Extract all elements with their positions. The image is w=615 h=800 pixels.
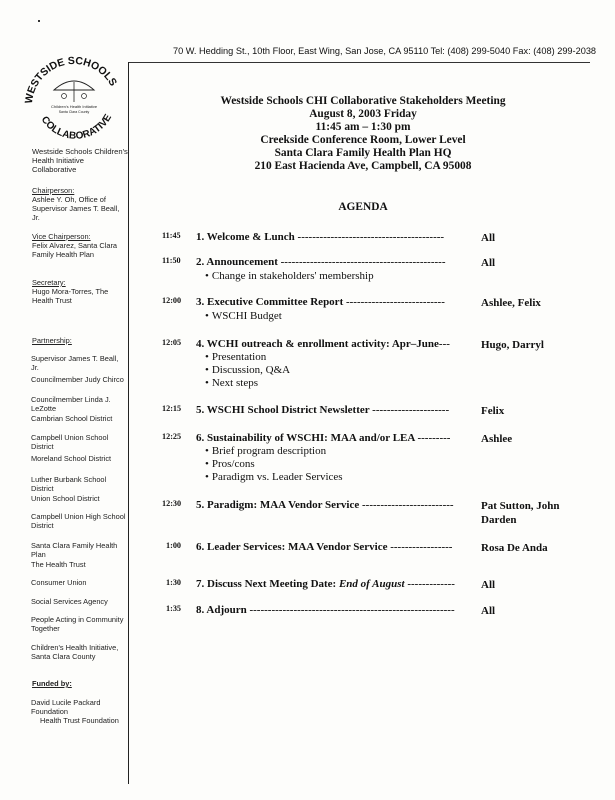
partner-item: Councilmember Judy Chirco (31, 375, 124, 384)
partner-item: Cambrian School District (31, 414, 113, 423)
agenda-time: 1:00 (166, 541, 182, 550)
agenda-item: 7. Discuss Next Meeting Date: End of August ------------- (196, 578, 455, 590)
meeting-address: 210 East Hacienda Ave, Campbell, CA 95008 (254, 160, 472, 172)
agenda-presenter: Ashlee, Felix (481, 297, 541, 309)
secretary-label: Secretary: (32, 278, 66, 287)
agenda-subitem: • Next steps (205, 377, 258, 389)
agenda-time: 12:15 (162, 404, 182, 413)
secretary-name: Hugo Mora-Torres, The Health Trust (32, 287, 109, 305)
chairperson-block (32, 186, 128, 222)
bullet-icon: • (205, 377, 209, 389)
meeting-header (135, 95, 591, 173)
partner-item: Social Services Agency (31, 597, 108, 606)
partner-item: Supervisor James T. Beall, Jr. (31, 354, 119, 372)
agenda-presenter: Felix (481, 405, 505, 417)
letterhead-address: 70 W. Hedding St., 10th Floor, East Wing, San Jose, CA 95110 Tel: (408) 299-5040 Fax: (408) 299-2038 (173, 46, 597, 56)
bullet-icon: • (205, 310, 209, 322)
agenda-subitem: • Discussion, Q&A (205, 364, 291, 376)
agenda-item: 1. Welcome & Lunch ---------------------------------------- (196, 231, 445, 243)
collaborative-logo (18, 44, 130, 156)
agenda-presenter: All (481, 232, 496, 244)
partner-item: The Health Trust (31, 560, 86, 569)
logo-inner-sub: Santa Clara County (58, 110, 90, 114)
partner-item: Campbell Union High School District (31, 512, 126, 530)
bullet-icon: • (205, 364, 209, 376)
agenda-presenter: All (481, 605, 496, 617)
agenda-time: 1:35 (166, 604, 182, 613)
agenda-time: 11:50 (162, 256, 181, 265)
partner-item: Santa Clara Family Health Plan (31, 541, 118, 559)
chairperson-name: Ashlee Y. Oh, Office of Supervisor James T. Beall, Jr. (32, 195, 120, 222)
partner-item: Children's Health Initiative, Santa Clara County (31, 643, 119, 661)
agenda-title: AGENDA (338, 201, 388, 213)
agenda-item: 4. WCHI outreach & enrollment activity: Apr–June--- (196, 338, 450, 350)
bullet-icon: • (205, 351, 209, 363)
agenda-item: 5. WSCHI School District Newsletter --------------------- (196, 404, 450, 416)
vice-chair-block (32, 232, 128, 259)
agenda-subitem: • Pros/cons (205, 458, 255, 470)
svg-text:WESTSIDE SCHOOLS (23, 55, 119, 105)
agenda-item: 5. Paradigm: MAA Vendor Service ------------------------- (196, 499, 454, 511)
agenda-time: 12:30 (162, 499, 182, 508)
page-speck (38, 20, 40, 22)
agenda-time: 12:05 (162, 338, 182, 347)
meeting-venue: Santa Clara Family Health Plan HQ (274, 147, 452, 159)
partnership-label: Partnership: (32, 336, 72, 345)
agenda-time: 12:25 (162, 432, 182, 441)
agenda-subitem: • Change in stakeholders' membership (205, 270, 374, 282)
agenda-subitem: • WSCHI Budget (205, 310, 282, 322)
agenda-presenter: All (481, 257, 496, 269)
logo-top-text: WESTSIDE SCHOOLS (22, 54, 120, 105)
agenda-presenter: Hugo, Darryl (481, 339, 544, 351)
meeting-title: Westside Schools CHI Collaborative Stakeholders Meeting (220, 95, 506, 107)
agenda-subitem: • Paradigm vs. Leader Services (205, 471, 343, 483)
chairperson-label: Chairperson: (32, 186, 75, 195)
agenda-subitem: • Presentation (205, 351, 267, 363)
partner-item: Councilmember Linda J. LeZotte (31, 395, 111, 413)
partner-item: People Acting in Community Together (31, 615, 124, 633)
vice-chair-label: Vice Chairperson: (32, 232, 91, 241)
header-rule (128, 62, 590, 63)
agenda-time: 12:00 (162, 296, 182, 305)
agenda-item: 3. Executive Committee Report --------------------------- (196, 296, 445, 308)
partner-item: Consumer Union (31, 578, 87, 587)
child-figure-icon (82, 94, 87, 99)
agenda-item: 6. Sustainability of WSCHI: MAA and/or LEA --------- (196, 432, 451, 444)
org-name: Westside Schools Children's Health Initiative Collaborative (32, 147, 128, 174)
partner-item: Campbell Union School District (31, 433, 109, 451)
vice-chair-name: Felix Alvarez, Santa Clara Family Health Plan (32, 241, 118, 259)
partner-item: Luther Burbank School District (31, 475, 107, 493)
secretary-block (32, 278, 128, 305)
agenda-item: 6. Leader Services: MAA Vendor Service ----------------- (196, 541, 453, 553)
funder-item: David Lucile Packard Foundation (31, 698, 101, 716)
agenda-presenter: Ashlee (481, 433, 513, 445)
bullet-icon: • (205, 458, 209, 470)
partner-item: Moreland School District (31, 454, 112, 463)
sidebar-rule (128, 62, 129, 784)
agenda-presenter: Pat Sutton, John Darden (481, 500, 560, 526)
logo-inner-text: Children's Health Initiative (50, 104, 98, 109)
funder-item: Health Trust Foundation (40, 716, 119, 725)
agenda-presenter: All (481, 579, 496, 591)
funded-by-label: Funded by: (32, 679, 72, 688)
meeting-date: August 8, 2003 Friday (309, 108, 417, 120)
agenda-item: 2. Announcement --------------------------------------------- (196, 256, 446, 268)
svg-text:COLLABORATIVE (39, 112, 115, 142)
bullet-icon: • (205, 270, 209, 282)
agenda-time: 1:30 (166, 578, 182, 587)
child-figure-icon (62, 94, 67, 99)
meeting-room: Creekside Conference Room, Lower Level (260, 134, 466, 146)
agenda-time: 11:45 (162, 231, 181, 240)
agenda-presenter: Rosa De Anda (481, 542, 548, 554)
agenda-subitem: • Brief program description (205, 445, 327, 457)
agenda-item: 8. Adjourn -------------------------------------------------------- (196, 604, 455, 616)
bullet-icon: • (205, 471, 209, 483)
logo-bottom-text: COLLABORATIVE (38, 112, 115, 142)
bullet-icon: • (205, 445, 209, 457)
partner-item: Union School District (31, 494, 100, 503)
meeting-time: 11:45 am – 1:30 pm (315, 121, 411, 133)
